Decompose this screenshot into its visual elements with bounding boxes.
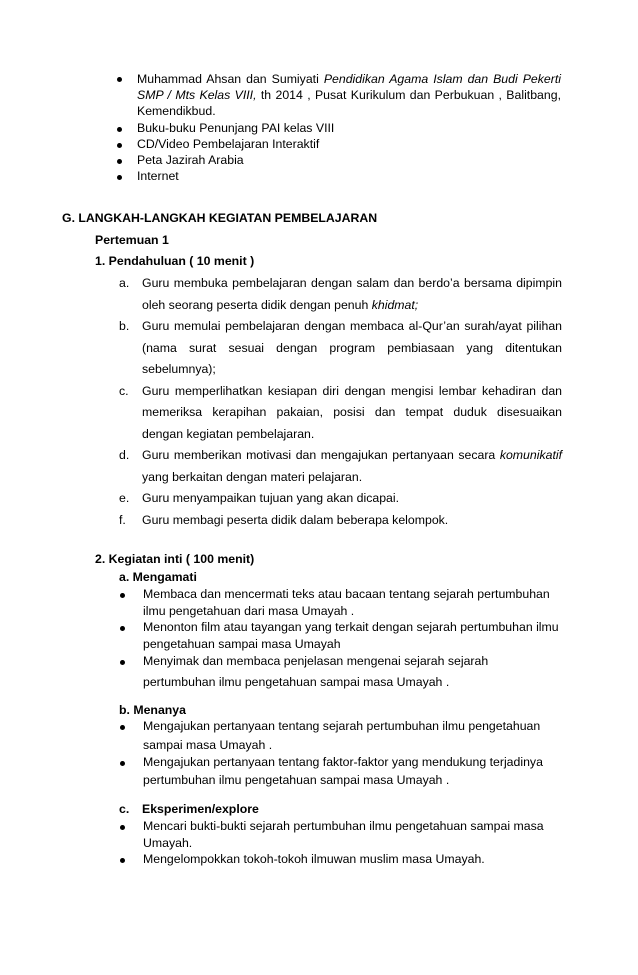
bullet-icon	[120, 725, 125, 730]
list-marker: f.	[119, 513, 126, 527]
meeting-title: Pertemuan 1	[95, 233, 169, 247]
list-item-line: pertumbuhan ilmu pengetahuan sampai masa Umayah .	[143, 773, 450, 787]
list-item-line: Guru memberikan motivasi dan mengajukan pertanyaan secara komunikatif	[142, 448, 563, 462]
resource-item: Internet	[137, 169, 179, 183]
list-marker: d.	[119, 448, 130, 462]
list-item-line: Membaca dan mencermati teks atau bacaan tentang sejarah pertumbuhan	[143, 587, 550, 601]
list-item-line: memeriksa kerapihan pakaian, posisi dan tempat duduk disesuaikan	[142, 405, 562, 419]
bullet-icon	[117, 143, 122, 148]
bullet-icon	[117, 159, 122, 164]
list-item-line: Guru menyampaikan tujuan yang akan dicapai.	[142, 491, 400, 505]
list-item-line: yang berkaitan dengan materi pelajaran.	[142, 470, 363, 484]
bullet-icon	[120, 761, 125, 766]
list-item-line: Mengajukan pertanyaan tentang faktor-faktor yang mendukung terjadinya	[143, 755, 543, 769]
list-item-line: Menyimak dan membaca penjelasan mengenai sejarah sejarah	[143, 654, 489, 668]
list-item-line: pertumbuhan ilmu pengetahuan sampai masa Umayah .	[143, 675, 450, 689]
bullet-icon	[117, 175, 122, 180]
core-activity-title: 2. Kegiatan inti ( 100 menit)	[95, 552, 255, 566]
resource-item-line: Muhammad Ahsan dan Sumiyati Pendidikan Agama Islam dan Budi Pekerti	[137, 72, 561, 86]
section-heading: G. LANGKAH-LANGKAH KEGIATAN PEMBELAJARAN	[62, 211, 378, 225]
list-item-line: Guru membuka pembelajaran dengan salam dan berdo’a bersama dipimpin	[142, 276, 562, 290]
list-item-line: Guru memperlihatkan kesiapan diri dengan mengisi lembar kehadiran dan	[142, 384, 562, 398]
bullet-icon	[120, 626, 125, 631]
resource-item: CD/Video Pembelajaran Interaktif	[137, 137, 320, 151]
list-item-line: pengetahuan sampai masa Umayah	[143, 637, 341, 651]
bullet-icon	[117, 127, 122, 132]
bullet-icon	[120, 660, 125, 665]
resource-item-line: Kemendikbud.	[137, 104, 216, 118]
explore-marker: c.	[119, 802, 130, 816]
list-item-line: sebelumnya);	[142, 362, 216, 376]
list-item-line: Mengelompokkan tokoh-tokoh ilmuwan muslim masa Umayah.	[143, 852, 485, 866]
list-marker: b.	[119, 319, 130, 333]
observe-title: a. Mengamati	[119, 570, 197, 584]
list-item-line: Menonton film atau tayangan yang terkait dengan sejarah pertumbuhan ilmu	[143, 620, 559, 634]
opening-title: 1. Pendahuluan ( 10 menit )	[95, 254, 255, 268]
resource-item-line: SMP / Mts Kelas VIII, th 2014 , Pusat Kurikulum dan Perbukuan , Balitbang,	[137, 88, 561, 102]
list-item-line: (nama surat sesuai dengan program pembiasaan yang ditentukan	[142, 341, 562, 355]
list-item-line: oleh seorang peserta didik dengan penuh khidmat;	[142, 298, 419, 312]
ask-title: b. Menanya	[119, 703, 186, 717]
bullet-icon	[120, 593, 125, 598]
list-item-line: Umayah.	[143, 836, 193, 850]
bullet-icon	[120, 858, 125, 863]
list-marker: c.	[119, 384, 129, 398]
list-item-line: Guru membagi peserta didik dalam beberapa kelompok.	[142, 513, 449, 527]
bullet-icon	[120, 825, 125, 830]
list-item-line: Mencari bukti-bukti sejarah pertumbuhan ilmu pengetahuan sampai masa	[143, 819, 544, 833]
list-marker: e.	[119, 491, 130, 505]
bullet-icon	[117, 77, 122, 82]
resource-item: Buku-buku Penunjang PAI kelas VIII	[137, 121, 335, 135]
resource-item: Peta Jazirah Arabia	[137, 153, 244, 167]
list-item-line: sampai masa Umayah .	[143, 738, 273, 752]
list-item-line: Guru memulai pembelajaran dengan membaca al-Qur’an surah/ayat pilihan	[142, 319, 562, 333]
list-item-line: Mengajukan pertanyaan tentang sejarah pertumbuhan ilmu pengetahuan	[143, 719, 541, 733]
list-marker: a.	[119, 276, 130, 290]
list-item-line: dengan kegiatan pembelajaran.	[142, 427, 315, 441]
explore-title: Eksperimen/explore	[142, 802, 259, 816]
list-item-line: ilmu pengetahuan dari masa Umayah .	[143, 604, 355, 618]
